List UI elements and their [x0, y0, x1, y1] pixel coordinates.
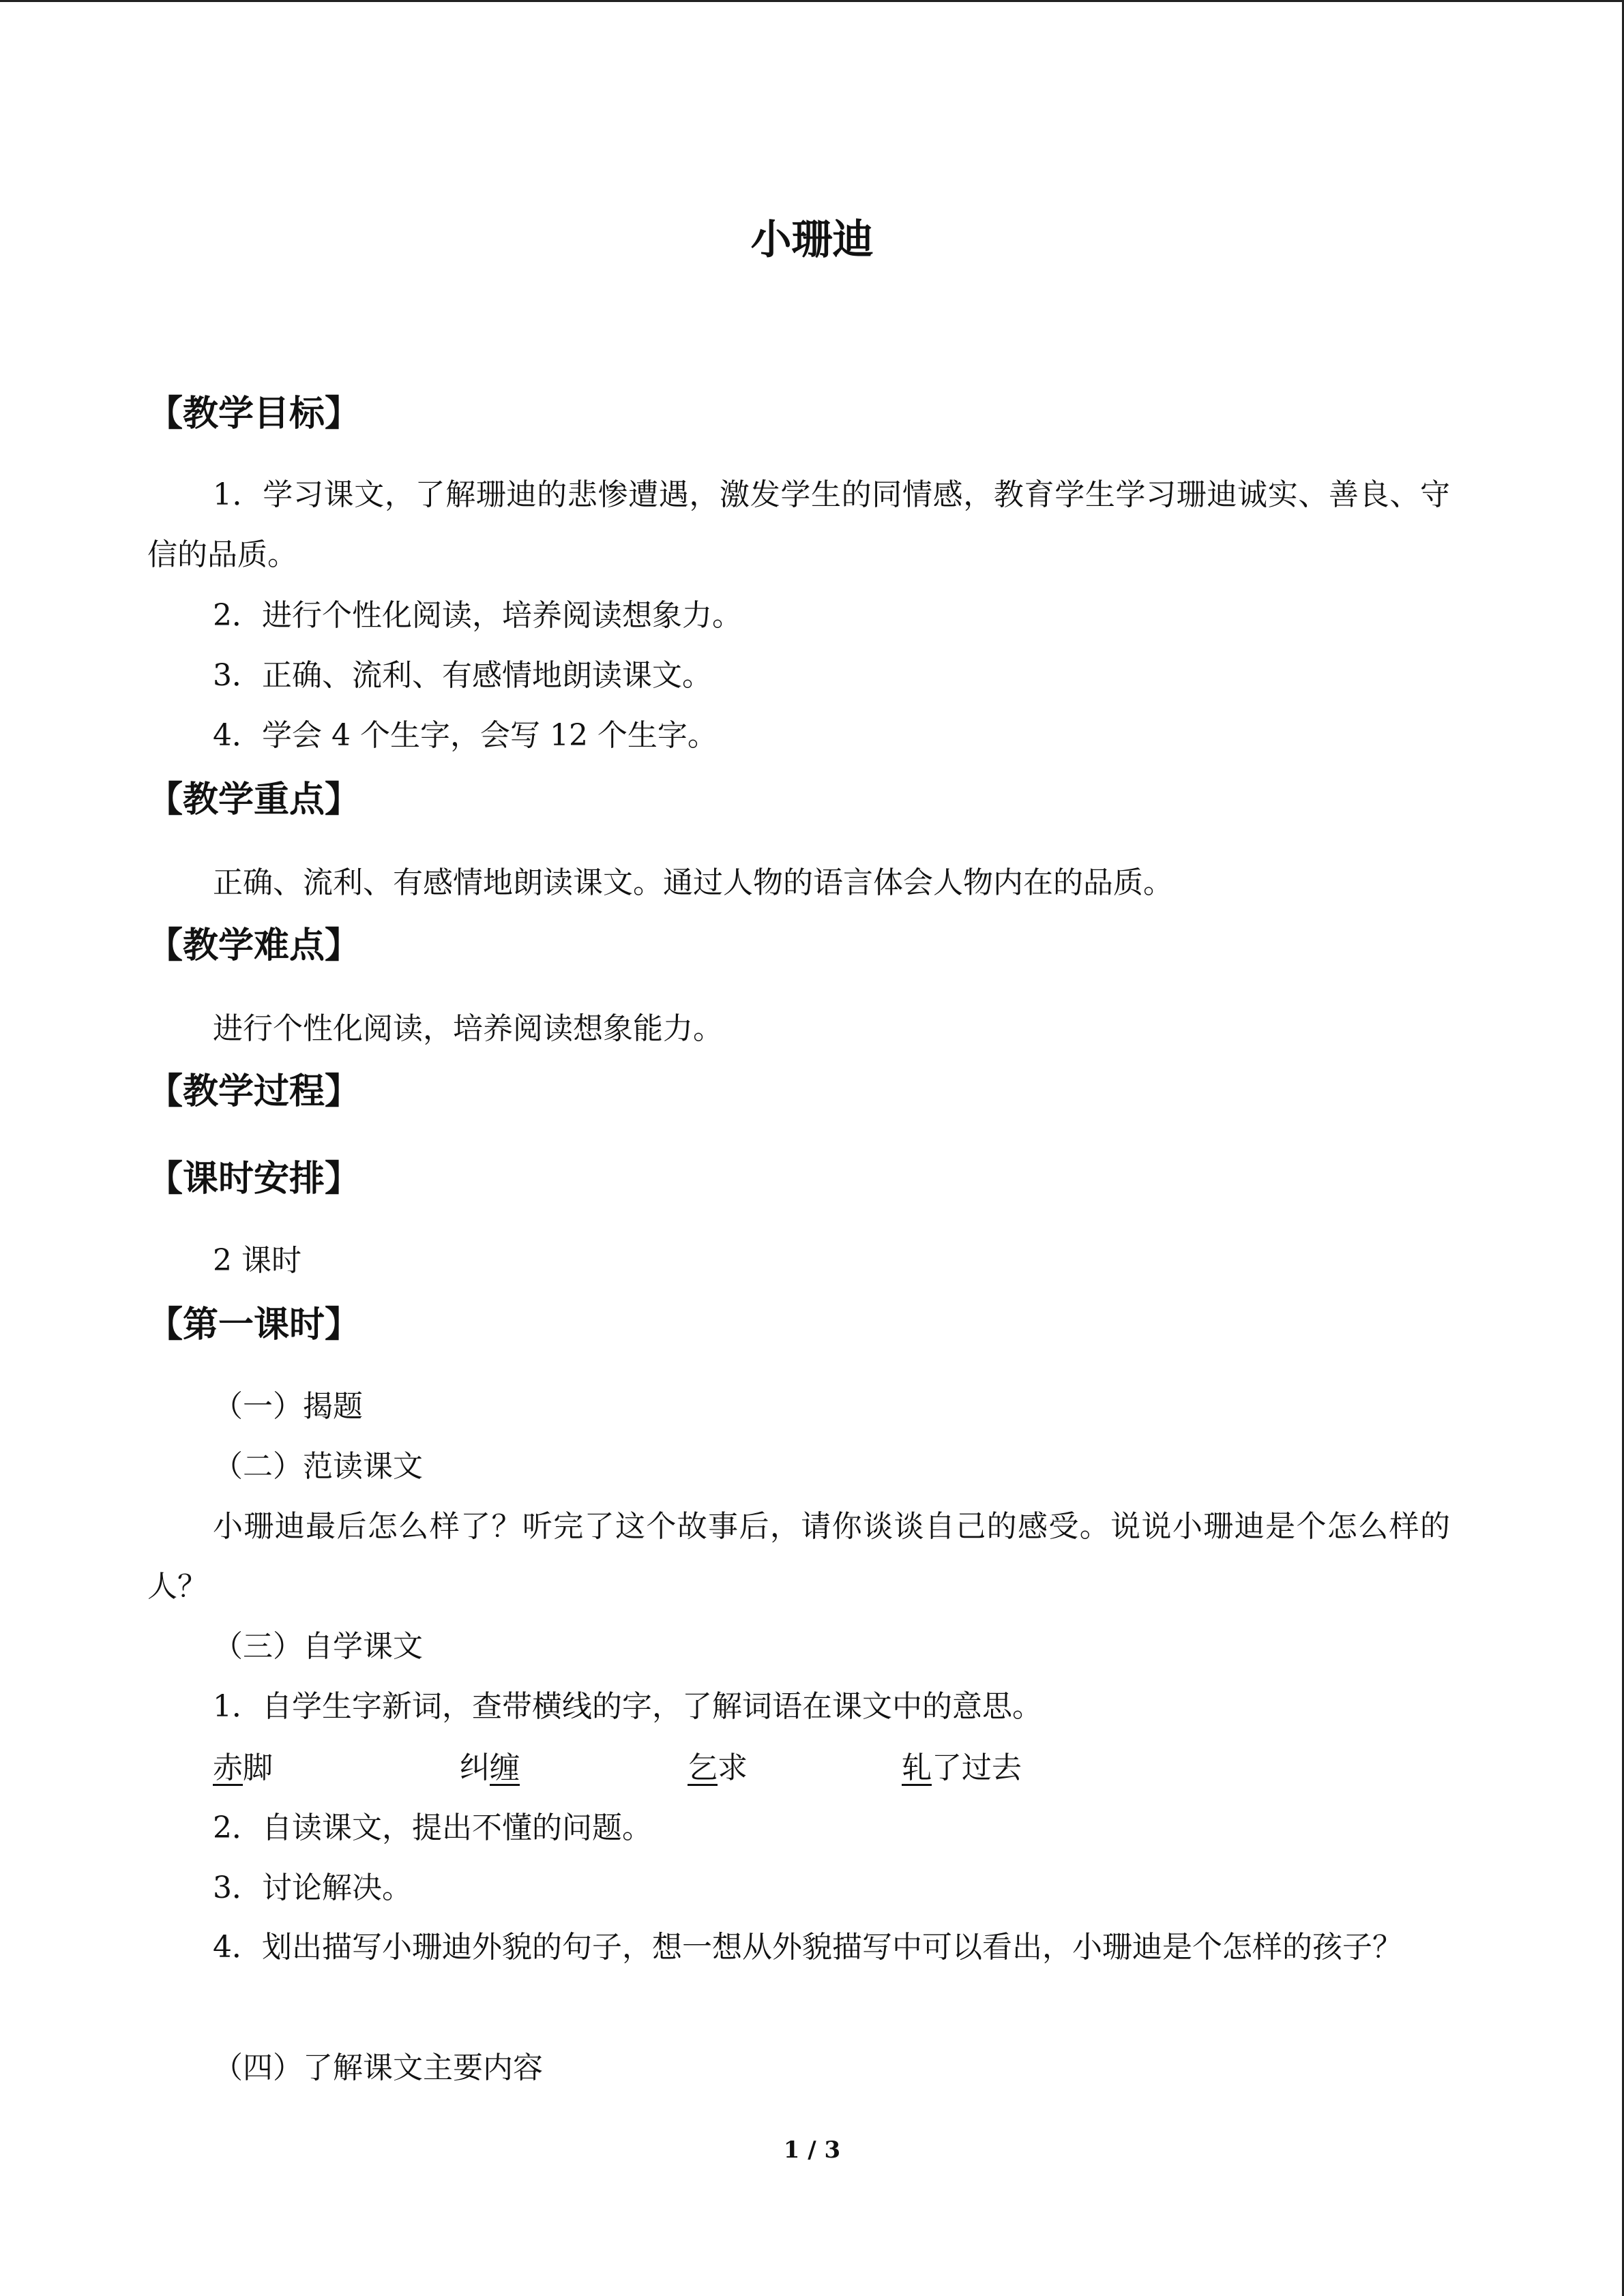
objective-item-4: 4．学会 4 个生字，会写 12 个生字。 — [213, 718, 718, 753]
vocab-rest: 求 — [718, 1750, 748, 1785]
step-2: （二）范读课文 — [213, 1449, 423, 1484]
vocab-underlined-char: 乞 — [688, 1750, 718, 1785]
step-3-item-4: 4．划出描写小珊迪外貌的句子，想一想从外貌描写中可以看出，小珊迪是个怎样的孩子？ — [213, 1930, 1402, 1965]
schedule-text: 2 课时 — [213, 1243, 301, 1278]
heading-difficulties: 【教学难点】 — [147, 925, 361, 966]
heading-schedule: 【课时安排】 — [147, 1159, 361, 1199]
vocab-underlined-char: 赤 — [213, 1750, 243, 1785]
vocab-word-1 — [213, 1744, 273, 1792]
step-3: （三）自学课文 — [213, 1629, 423, 1664]
objective-item-2: 2．进行个性化阅读，培养阅读想象力。 — [213, 598, 742, 633]
document-title: 小珊迪 — [750, 216, 874, 264]
heading-first-lesson: 【第一课时】 — [147, 1304, 361, 1345]
vocab-word-2 — [460, 1744, 520, 1792]
heading-objectives: 【教学目标】 — [147, 393, 361, 434]
key-points-text: 正确、流利、有感情地朗读课文。通过人物的语言体会人物内在的品质。 — [213, 865, 1173, 900]
vocab-rest: 脚 — [243, 1750, 273, 1785]
objective-item-3: 3．正确、流利、有感情地朗读课文。 — [213, 658, 712, 693]
vocab-underlined-char: 轧 — [902, 1750, 932, 1785]
difficulties-text: 进行个性化阅读，培养阅读想象能力。 — [213, 1011, 723, 1046]
step-3-item-2: 2．自读课文，提出不懂的问题。 — [213, 1810, 652, 1845]
step-3-item-3: 3．讨论解决。 — [213, 1870, 412, 1905]
step-3-item-1: 1．自学生字新词，查带横线的字，了解词语在课文中的意思。 — [213, 1689, 1042, 1724]
step-1: （一）揭题 — [213, 1389, 363, 1424]
vocab-word-3 — [688, 1744, 748, 1792]
vocab-word-4 — [902, 1744, 1022, 1792]
objective-item-1: 1．学习课文，了解珊迪的悲惨遭遇，激发学生的同情感，教育学生学习珊迪诚实、善良、守信的品质。 — [147, 477, 1450, 572]
step-4: （四）了解课文主要内容 — [213, 2051, 543, 2085]
step-2-text: 小珊迪最后怎么样了？听完了这个故事后，请你谈谈自己的感受。说说小珊迪是个怎么样的人？ — [147, 1509, 1450, 1604]
heading-key-points: 【教学重点】 — [147, 779, 361, 820]
vocab-underlined-char: 缠 — [490, 1750, 520, 1785]
vocab-before: 纠 — [460, 1750, 490, 1785]
page-number: 1 / 3 — [783, 2136, 841, 2164]
vocab-rest: 了过去 — [932, 1750, 1022, 1785]
heading-process: 【教学过程】 — [147, 1071, 361, 1112]
page-top-border — [0, 0, 1624, 2]
